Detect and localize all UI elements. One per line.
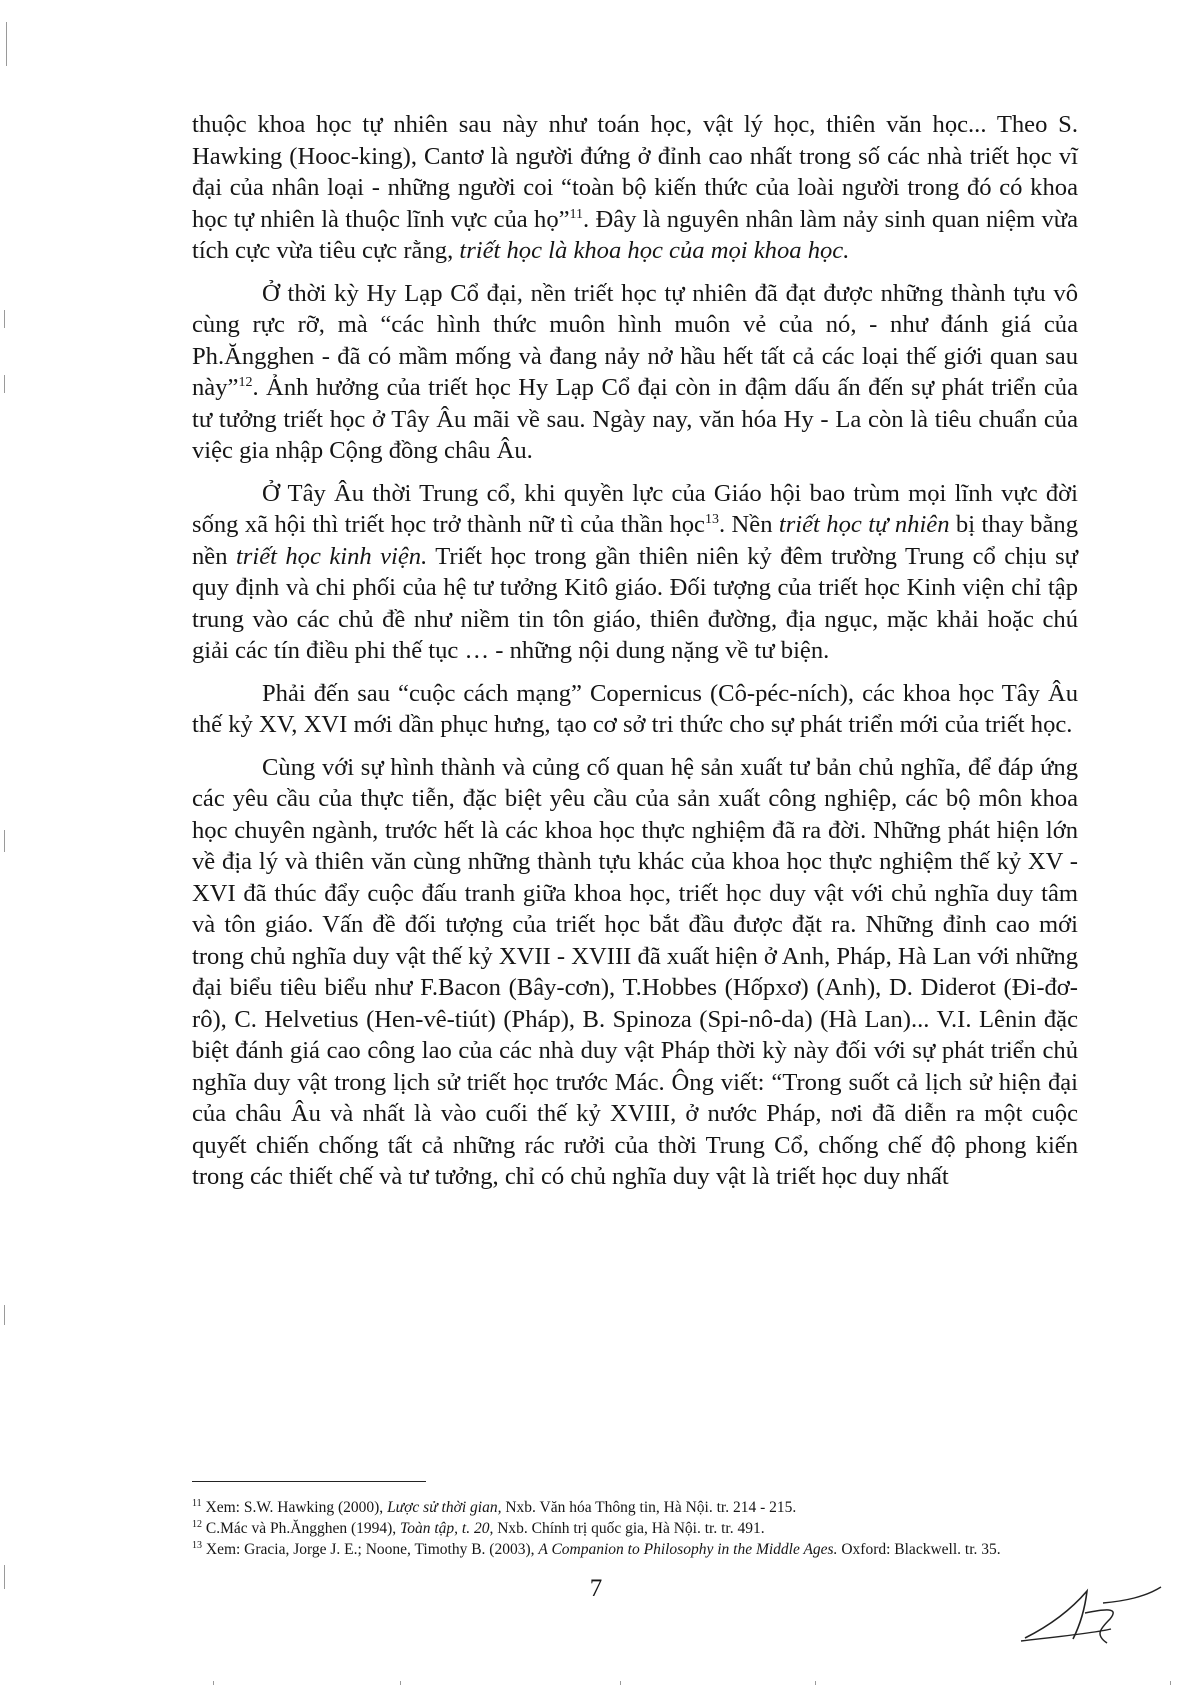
footnotes <box>192 1497 1078 1560</box>
scan-margin-mark <box>4 310 5 328</box>
italic-text: Lược sử thời gian, <box>387 1499 502 1516</box>
italic-text: Toàn tập, t. 20, <box>400 1520 494 1537</box>
text-run: bị thay bằng nền <box>192 511 1078 570</box>
footnote-reference: 12 <box>192 1518 202 1530</box>
footnote-reference: 11 <box>192 1497 202 1509</box>
footnote <box>192 1497 1078 1518</box>
text-run: Oxford: Blackwell. tr. 35. <box>837 1541 1001 1558</box>
paragraph <box>192 752 1078 1193</box>
footnote-reference: 13 <box>704 511 719 527</box>
text-run: C.Mác và Ph.Ăngghen (1994), <box>202 1520 401 1537</box>
text-run: Nxb. Văn hóa Thông tin, Hà Nội. tr. 214 - 215. <box>501 1499 797 1516</box>
footnote <box>192 1518 1078 1539</box>
text-run: thuộc khoa học tự nhiên sau này như toán học, vật lý học, thiên văn học... Theo S. Hawking (Hooc-king), Cantơ là người đứng ở đỉnh cao nhất trong số các nhà triết học vĩ đại của nhân loại - những người coi “toàn bộ kiến thức của loài người trong đó có khoa học tự nhiên là thuộc lĩnh vực của họ” <box>192 111 1078 233</box>
text-run: Cùng với sự hình thành và củng cố quan hệ sản xuất tư bản chủ nghĩa, để đáp ứng các yêu cầu của thực tiễn, đặc biệt yêu cầu của sản xuất công nghiệp, các bộ môn khoa học chuyên ngành, trước hết là các khoa học thực nghiệm đã ra đời. Những phát hiện lớn về địa lý và thiên văn cùng những thành tựu khác của khoa học thực nghiệm thế kỷ XV - XVI đã thúc đẩy cuộc đấu tranh giữa khoa học, triết học duy vật với chủ nghĩa duy tâm và tôn giáo. Vấn đề đối tượng của triết học bắt đầu được đặt ra. Những đỉnh cao mới trong chủ nghĩa duy vật thế kỷ XVII - XVIII đã xuất hiện ở Anh, Pháp, Hà Lan với những đại biểu tiêu biểu như F.Bacon (Bây-cơn), T.Hobbes (Hốpxơ) (Anh), D. Diderot (Đi-đơ-rô), C. Helvetius (Hen-vê-tiút) (Pháp), B. Spinoza (Spi-nô-da) (Hà Lan)... V.I. Lênin đặc biệt đánh giá cao công lao của các nhà duy vật Pháp thời kỳ này đối với sự phát triển chủ nghĩa duy vật trong lịch sử triết học trước Mác. Ông viết: “Trong suốt cả lịch sử hiện đại của châu Âu và nhất là vào cuối thế kỷ XVIII, ở nước Pháp, nơi đã diễn ra một cuộc quyết chiến chống tất cả những rác rưởi của thời Trung Cổ, chống chế độ phong kiến trong các thiết chế và tư tưởng, chỉ có chủ nghĩa duy vật là triết học duy nhất <box>192 753 1078 1190</box>
scan-margin-mark <box>213 1681 214 1685</box>
page-number: 7 <box>589 1575 603 1602</box>
footnote <box>192 1539 1078 1560</box>
scan-margin-mark <box>4 375 5 393</box>
text-run: Ở thời kỳ Hy Lạp Cổ đại, nền triết học tự nhiên đã đạt được những thành tựu vô cùng rực rỡ, mà “các hình thức muôn hình muôn vẻ của nó, - như đánh giá của Ph.Ăngghen - đã có mầm mống và đang nảy nở hầu hết tất cả các loại thế giới quan sau này” <box>192 279 1078 401</box>
italic-text: triết học kinh viện. <box>235 542 428 570</box>
scan-margin-mark <box>815 1681 816 1685</box>
text-run: Triết học trong gần thiên niên kỷ đêm trường Trung cổ chịu sự quy định và chi phối của hệ tư tưởng Kitô giáo. Đối tượng của triết học Kinh viện chỉ tập trung vào các chủ đề như niềm tin tôn giáo, thiên đường, địa ngục, mặc khải hoặc chú giải các tín điều phi thế tục … - những nội dung nặng về tư biện. <box>192 542 1078 664</box>
italic-text: triết học tự nhiên <box>778 511 950 538</box>
text-run: . Ảnh hưởng của triết học Hy Lạp Cổ đại còn in đậm dấu ấn đến sự phát triển của tư tưởng triết học ở Tây Âu mãi về sau. Ngày nay, văn hóa Hy - La còn là tiêu chuẩn của việc gia nhập Cộng đồng châu Âu. <box>192 374 1078 464</box>
footnote-reference: 12 <box>238 374 253 390</box>
text-run: Phải đến sau “cuộc cách mạng” Copernicus (Cô-péc-ních), các khoa học Tây Âu thế kỷ XV, XVI mới dần phục hưng, tạo cơ sở tri thức cho sự phát triển mới của triết học. <box>192 679 1078 738</box>
body-text <box>192 109 1078 1193</box>
scan-margin-mark <box>1170 1681 1171 1685</box>
scan-margin-mark <box>400 1681 401 1685</box>
paragraph <box>192 678 1078 741</box>
footnote-reference: 13 <box>192 1539 202 1551</box>
footnote-reference: 11 <box>569 206 584 222</box>
text-run: Xem: Gracia, Jorge J. E.; Noone, Timothy B. (2003), <box>202 1541 539 1558</box>
scan-margin-mark <box>620 1681 621 1685</box>
text-run: Ở Tây Âu thời Trung cổ, khi quyền lực của Giáo hội bao trùm mọi lĩnh vực đời sống xã hội thì triết học trở thành nữ tì của thần học <box>192 479 1078 538</box>
text-run: . Nền <box>718 511 779 538</box>
scan-margin-mark <box>6 22 7 66</box>
text-run: . Đây là nguyên nhân làm nảy sinh quan niệm vừa tích cực vừa tiêu cực rằng, <box>192 205 1078 264</box>
text-run: Xem: S.W. Hawking (2000), <box>201 1499 388 1516</box>
scan-margin-mark <box>4 1305 5 1325</box>
handwritten-signature <box>1015 1583 1165 1653</box>
text-run: Nxb. Chính trị quốc gia, Hà Nội. tr. tr. 491. <box>493 1520 765 1537</box>
italic-text: triết học là khoa học của mọi khoa học. <box>459 237 850 264</box>
paragraph <box>192 478 1078 667</box>
paragraph <box>192 109 1078 267</box>
paragraph <box>192 278 1078 467</box>
footnote-divider <box>192 1481 426 1482</box>
scan-margin-mark <box>4 830 5 852</box>
italic-text: A Companion to Philosophy in the Middle Ages. <box>538 1541 838 1558</box>
